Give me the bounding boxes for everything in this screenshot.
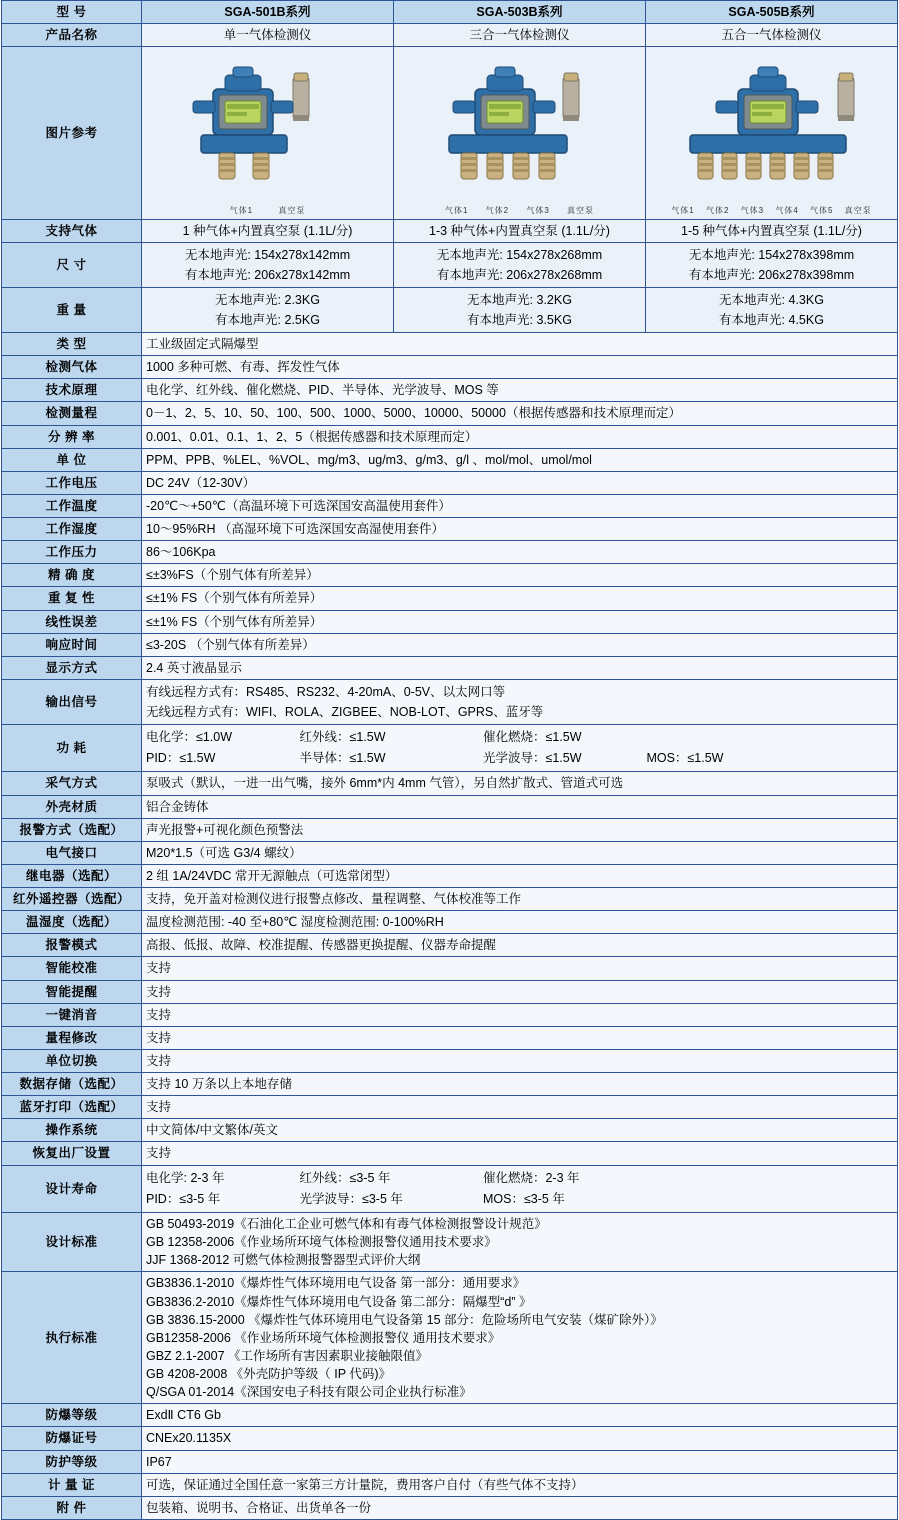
row-label-design-standard: 设计标准 <box>2 1213 142 1272</box>
table-row <box>2 1165 898 1213</box>
row-label-work-pressure: 工作压力 <box>2 541 142 564</box>
image-captions-505b: 气体1 气体2 气体3 气体4 气体5 真空泵 <box>671 206 872 216</box>
specification-table <box>1 0 898 1520</box>
device-image-505b <box>646 47 898 220</box>
row-label-repeatability: 重 复 性 <box>2 587 142 610</box>
table-row <box>2 610 898 633</box>
row-label-weight: 重 量 <box>2 288 142 333</box>
row-value-ex-cert-no: CNEx20.1135X <box>142 1427 898 1450</box>
row-value-relay: 2 组 1A/24VDC 常开无源触点（可选常闭型） <box>142 864 898 887</box>
row-value-range-modify: 支持 <box>142 1026 898 1049</box>
table-row <box>2 1096 898 1119</box>
table-row <box>2 934 898 957</box>
model-503b: SGA-503B系列 <box>394 1 646 24</box>
table-row <box>2 980 898 1003</box>
gas-detector-1-icon <box>153 49 383 199</box>
row-label-housing: 外壳材质 <box>2 795 142 818</box>
row-label-accuracy: 精 确 度 <box>2 564 142 587</box>
model-501b: SGA-501B系列 <box>142 1 394 24</box>
row-label-image-reference: 图片参考 <box>2 47 142 220</box>
size-501b: 无本地声光: 154x278x142mm 有本地声光: 206x278x142mm <box>142 243 394 288</box>
table-row <box>2 633 898 656</box>
table-row <box>2 541 898 564</box>
row-label-tech-principle: 技术原理 <box>2 379 142 402</box>
table-row <box>2 402 898 425</box>
row-value-alarm-method: 声光报警+可视化颜色预警法 <box>142 818 898 841</box>
table-row <box>2 1003 898 1026</box>
row-value-one-key-mute: 支持 <box>142 1003 898 1026</box>
support-gas-503b: 1-3 种气体+内置真空泵 (1.1L/分) <box>394 219 646 242</box>
table-row <box>2 356 898 379</box>
weight-503b: 无本地声光: 3.2KG 有本地声光: 3.5KG <box>394 288 646 333</box>
support-gas-505b: 1-5 种气体+内置真空泵 (1.1L/分) <box>646 219 898 242</box>
row-value-tech-principle: 电化学、红外线、催化燃烧、PID、半导体、光学波导、MOS 等 <box>142 379 898 402</box>
row-label-size: 尺 寸 <box>2 243 142 288</box>
row-value-smart-reminder: 支持 <box>142 980 898 1003</box>
table-row <box>2 448 898 471</box>
row-value-repeatability: ≤±1% FS（个别气体有所差异） <box>142 587 898 610</box>
table-row <box>2 656 898 679</box>
row-value-smart-calibration: 支持 <box>142 957 898 980</box>
image-captions-501b: 气体1 真空泵 <box>229 206 306 216</box>
row-value-work-humidity: 10～95%RH （高湿环境下可选深国安高湿使用套件） <box>142 518 898 541</box>
table-row <box>2 564 898 587</box>
row-label-exec-standard: 执行标准 <box>2 1272 142 1404</box>
row-value-design-standard: GB 50493-2019《石油化工企业可燃气体和有毒气体检测报警设计规范》 GB 12358-2006《作业场所环境气体检测报警仪通用技术要求》 JJF 1368-2012 可燃气体检测报警器型式评价大纲 <box>142 1213 898 1272</box>
row-value-data-storage: 支持 10 万条以上本地存储 <box>142 1073 898 1096</box>
row-value-voltage: DC 24V（12-30V） <box>142 471 898 494</box>
gas-detector-5-icon <box>652 49 892 199</box>
row-label-data-storage: 数据存储（选配） <box>2 1073 142 1096</box>
row-value-bluetooth-print: 支持 <box>142 1096 898 1119</box>
row-label-one-key-mute: 一键消音 <box>2 1003 142 1026</box>
table-row <box>2 1496 898 1519</box>
row-value-temp-humidity: 温度检测范围: -40 至+80℃ 湿度检测范围: 0-100%RH <box>142 911 898 934</box>
product-name-501b: 单一气体检测仪 <box>142 24 394 47</box>
row-value-ir-remote: 支持，免开盖对检测仪进行报警点修改、量程调整、气体校准等工作 <box>142 888 898 911</box>
table-row <box>2 494 898 517</box>
row-label-range-modify: 量程修改 <box>2 1026 142 1049</box>
row-value-ex-rating: ExdⅡ CT6 Gb <box>142 1404 898 1427</box>
gas-detector-3-icon <box>405 49 635 199</box>
device-image-501b <box>142 47 394 220</box>
table-row <box>2 818 898 841</box>
table-row <box>2 1119 898 1142</box>
row-value-work-temp: -20℃～+50℃（高温环境下可选深国安高温使用套件） <box>142 494 898 517</box>
row-label-ex-rating: 防爆等级 <box>2 1404 142 1427</box>
row-label-power-consumption: 功 耗 <box>2 724 142 772</box>
table-row <box>2 1213 898 1272</box>
table-row <box>2 841 898 864</box>
product-name-503b: 三合一气体检测仪 <box>394 24 646 47</box>
weight-501b: 无本地声光: 2.3KG 有本地声光: 2.5KG <box>142 288 394 333</box>
row-value-output-signal: 有线远程方式有：RS485、RS232、4-20mA、0-5V、以太网口等 无线远程方式有：WIFI、ROLA、ZIGBEE、NOB-LOT、GPRS、蓝牙等 <box>142 679 898 724</box>
row-value-design-life: 电化学: 2-3 年 红外线：≤3-5 年 催化燃烧：2-3 年 PID：≤3-5 年 光学波导：≤3-5 年 MOS：≤3-5 年 <box>142 1165 898 1213</box>
row-label-response-time: 响应时间 <box>2 633 142 656</box>
row-label-accessories: 附 件 <box>2 1496 142 1519</box>
row-value-accessories: 包装箱、说明书、合格证、出货单各一份 <box>142 1496 898 1519</box>
table-row <box>2 1 898 24</box>
row-value-linear-error: ≤±1% FS（个别气体有所差异） <box>142 610 898 633</box>
row-value-metrology-cert: 可选，保证通过全国任意一家第三方计量院，费用客户自付（有些气体不支持） <box>142 1473 898 1496</box>
row-label-alarm-method: 报警方式（选配） <box>2 818 142 841</box>
device-image-503b <box>394 47 646 220</box>
table-row <box>2 1427 898 1450</box>
row-value-unit: PPM、PPB、%LEL、%VOL、mg/m3、ug/m3、g/m3、g/l 、mol/mol、umol/mol <box>142 448 898 471</box>
table-row <box>2 243 898 288</box>
row-label-output-signal: 输出信号 <box>2 679 142 724</box>
row-label-relay: 继电器（选配） <box>2 864 142 887</box>
table-row <box>2 724 898 772</box>
row-value-sampling: 泵吸式（默认，一进一出气嘴，接外 6mm*内 4mm 气管），另自然扩散式、管道式可选 <box>142 772 898 795</box>
row-label-smart-reminder: 智能提醒 <box>2 980 142 1003</box>
row-value-power-consumption: 电化学：≤1.0W 红外线：≤1.5W 催化燃烧：≤1.5W PID：≤1.5W 半导体：≤1.5W 光学波导：≤1.5W MOS：≤1.5W <box>142 724 898 772</box>
row-label-work-temp: 工作温度 <box>2 494 142 517</box>
product-name-505b: 五合一气体检测仪 <box>646 24 898 47</box>
row-label-type: 类 型 <box>2 333 142 356</box>
row-value-factory-reset: 支持 <box>142 1142 898 1165</box>
row-value-housing: 铝合金铸体 <box>142 795 898 818</box>
row-value-response-time: ≤3-20S （个别气体有所差异） <box>142 633 898 656</box>
table-row <box>2 1272 898 1404</box>
row-label-ex-cert-no: 防爆证号 <box>2 1427 142 1450</box>
table-row <box>2 587 898 610</box>
row-value-alarm-mode: 高报、低报、故障、校准提醒、传感器更换提醒、仪器寿命提醒 <box>142 934 898 957</box>
row-label-resolution: 分 辨 率 <box>2 425 142 448</box>
row-label-voltage: 工作电压 <box>2 471 142 494</box>
table-row <box>2 1473 898 1496</box>
table-row <box>2 772 898 795</box>
table-row <box>2 288 898 333</box>
table-row <box>2 911 898 934</box>
table-row <box>2 333 898 356</box>
table-row <box>2 1404 898 1427</box>
row-label-unit: 单 位 <box>2 448 142 471</box>
table-row <box>2 219 898 242</box>
row-label-ir-remote: 红外遥控器（选配） <box>2 888 142 911</box>
table-row <box>2 864 898 887</box>
table-row <box>2 1049 898 1072</box>
row-label-design-life: 设计寿命 <box>2 1165 142 1213</box>
row-label-product-name: 产品名称 <box>2 24 142 47</box>
row-label-linear-error: 线性误差 <box>2 610 142 633</box>
table-row <box>2 1073 898 1096</box>
row-value-detect-gas: 1000 多种可燃、有毒、挥发性气体 <box>142 356 898 379</box>
row-value-display: 2.4 英寸液晶显示 <box>142 656 898 679</box>
table-row <box>2 679 898 724</box>
row-label-alarm-mode: 报警模式 <box>2 934 142 957</box>
table-row <box>2 888 898 911</box>
table-row <box>2 425 898 448</box>
weight-505b: 无本地声光: 4.3KG 有本地声光: 4.5KG <box>646 288 898 333</box>
row-label-unit-switch: 单位切换 <box>2 1049 142 1072</box>
table-row <box>2 795 898 818</box>
row-value-accuracy: ≤±3%FS（个别气体有所差异） <box>142 564 898 587</box>
row-label-factory-reset: 恢复出厂设置 <box>2 1142 142 1165</box>
row-label-detect-gas: 检测气体 <box>2 356 142 379</box>
row-label-bluetooth-print: 蓝牙打印（选配） <box>2 1096 142 1119</box>
table-row <box>2 471 898 494</box>
row-label-model: 型 号 <box>2 1 142 24</box>
row-label-sampling: 采气方式 <box>2 772 142 795</box>
size-503b: 无本地声光: 154x278x268mm 有本地声光: 206x278x268mm <box>394 243 646 288</box>
table-row <box>2 957 898 980</box>
table-row <box>2 379 898 402</box>
row-value-electrical-interface: M20*1.5（可选 G3/4 螺纹） <box>142 841 898 864</box>
row-value-type: 工业级固定式隔爆型 <box>142 333 898 356</box>
row-label-support-gas: 支持气体 <box>2 219 142 242</box>
row-value-resolution: 0.001、0.01、0.1、1、2、5（根据传感器和技术原理而定） <box>142 425 898 448</box>
table-row <box>2 1026 898 1049</box>
row-value-work-pressure: 86～106Kpa <box>142 541 898 564</box>
row-label-ip-rating: 防护等级 <box>2 1450 142 1473</box>
row-label-work-humidity: 工作湿度 <box>2 518 142 541</box>
row-label-os: 操作系统 <box>2 1119 142 1142</box>
model-505b: SGA-505B系列 <box>646 1 898 24</box>
row-value-range: 0－1、2、5、10、50、100、500、1000、5000、10000、50000（根据传感器和技术原理而定） <box>142 402 898 425</box>
row-label-range: 检测量程 <box>2 402 142 425</box>
table-row <box>2 518 898 541</box>
row-label-electrical-interface: 电气接口 <box>2 841 142 864</box>
row-label-temp-humidity: 温湿度（选配） <box>2 911 142 934</box>
row-value-exec-standard: GB3836.1-2010《爆炸性气体环境用电气设备 第一部分：通用要求》 GB3836.2-2010《爆炸性气体环境用电气设备 第二部分：隔爆型“d” 》 GB 3836.15-2000 《爆炸性气体环境用电气设备第 15 部分：危险场所电气安装（煤矿除外）》 GB12358-2006 《作业场所环境气体检测报警仪 通用技术要求》 GBZ 2.1-2007 《工作场所有害因素职业接触限值》 GB 4208-2008 《外壳防护等级（ IP 代码)》 Q/SGA 01-2014《深国安电子科技有限公司企业执行标准》 <box>142 1272 898 1404</box>
table-row <box>2 24 898 47</box>
image-captions-503b: 气体1 气体2 气体3 真空泵 <box>444 206 595 216</box>
row-value-os: 中文简体/中文繁体/英文 <box>142 1119 898 1142</box>
size-505b: 无本地声光: 154x278x398mm 有本地声光: 206x278x398mm <box>646 243 898 288</box>
row-label-metrology-cert: 计 量 证 <box>2 1473 142 1496</box>
row-label-display: 显示方式 <box>2 656 142 679</box>
table-row <box>2 1142 898 1165</box>
row-value-unit-switch: 支持 <box>142 1049 898 1072</box>
row-value-ip-rating: IP67 <box>142 1450 898 1473</box>
table-row-images <box>2 47 898 220</box>
support-gas-501b: 1 种气体+内置真空泵 (1.1L/分) <box>142 219 394 242</box>
row-label-smart-calibration: 智能校准 <box>2 957 142 980</box>
